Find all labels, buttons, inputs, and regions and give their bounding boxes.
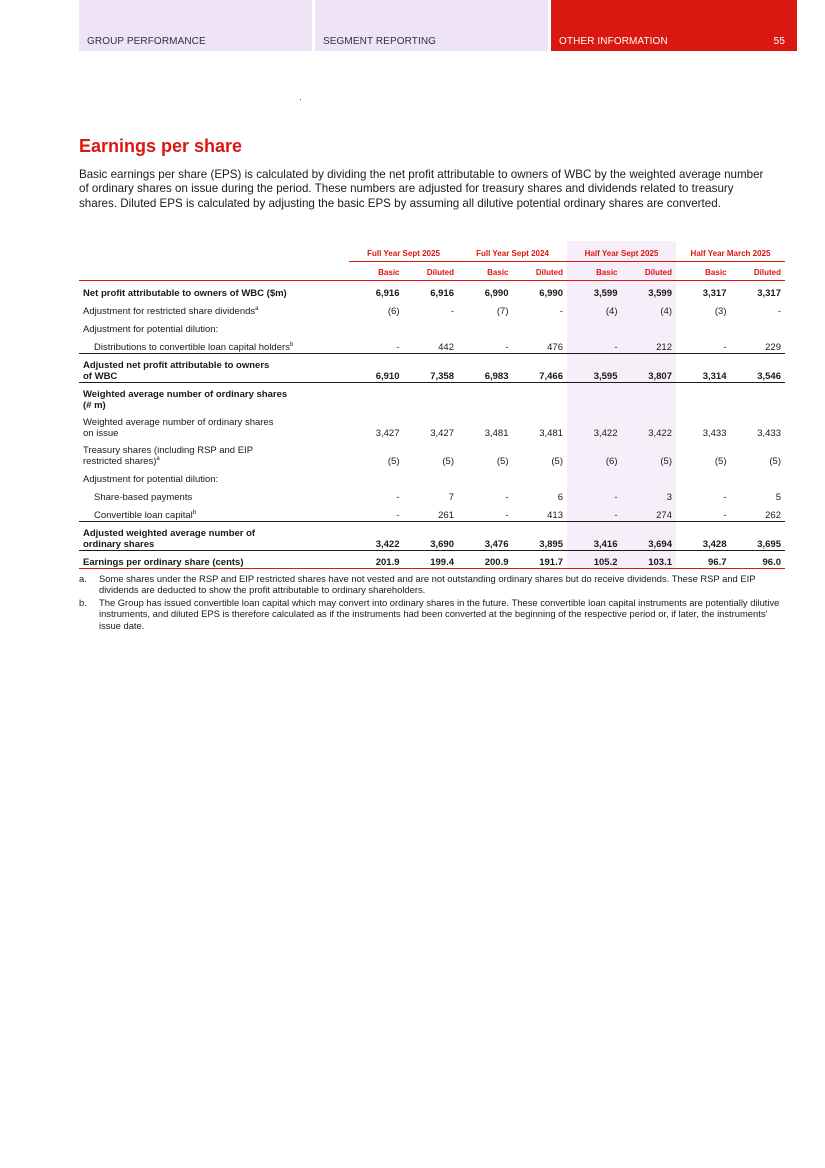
- cell: -: [723, 342, 727, 353]
- cell: -: [567, 503, 622, 522]
- cell: -: [450, 306, 454, 317]
- cell: 199.4: [404, 551, 459, 569]
- period-header: Half Year Sept 2025: [567, 241, 676, 262]
- cell: (5): [496, 456, 509, 467]
- cell: 7: [448, 492, 454, 503]
- cell: 103.1: [622, 551, 677, 569]
- cell: 200.9: [458, 551, 513, 569]
- cell: 3,427: [375, 428, 400, 439]
- footnote-ref: b: [289, 341, 294, 348]
- footnote-ref: a: [156, 455, 160, 462]
- cell: 3,422: [567, 411, 622, 439]
- cell: (5): [769, 456, 781, 467]
- table-row: [79, 317, 785, 335]
- cell: -: [505, 510, 509, 521]
- sub-header: Diluted: [731, 262, 786, 281]
- cell: 7,358: [404, 354, 459, 383]
- cell: -: [505, 492, 509, 503]
- cell: 3,427: [430, 428, 454, 439]
- footnote-a: [79, 573, 785, 596]
- page-number: 55: [773, 36, 785, 47]
- footnote-letter: a.: [79, 573, 87, 584]
- cell: 3,416: [567, 522, 622, 551]
- table-row: [79, 383, 785, 412]
- row-label: Share-based payments: [94, 492, 193, 503]
- table-row: [79, 522, 785, 551]
- section-title: Earnings per share: [79, 136, 243, 156]
- sub-header: Basic: [458, 262, 513, 281]
- cell: 3,481: [539, 428, 563, 439]
- table-row: [79, 551, 785, 569]
- period-header: Half Year March 2025: [690, 249, 771, 258]
- cell: (4): [567, 299, 622, 317]
- cell: 3,690: [404, 522, 459, 551]
- cell: 3,433: [702, 428, 727, 439]
- cell: 3,433: [757, 428, 781, 439]
- cell: 476: [547, 342, 563, 353]
- cell: 105.2: [567, 551, 622, 569]
- cell: (5): [622, 439, 677, 467]
- tab-label: GROUP PERFORMANCE: [87, 36, 206, 47]
- tab-group-performance[interactable]: [79, 0, 312, 51]
- row-label: Earnings per ordinary share (cents): [79, 551, 349, 569]
- cell: 5: [775, 492, 781, 503]
- cell: (5): [387, 456, 400, 467]
- cell: 3,428: [676, 522, 731, 551]
- cell: -: [777, 306, 781, 317]
- cell: 3,317: [757, 288, 781, 299]
- cell: 201.9: [349, 551, 404, 569]
- tab-label: OTHER INFORMATION: [559, 36, 668, 47]
- cell: 3,599: [622, 281, 677, 300]
- cell: 7,466: [513, 354, 568, 383]
- period-header: Full Year Sept 2024: [476, 249, 549, 258]
- row-label: Net profit attributable to owners of WBC ($m): [83, 288, 287, 299]
- footnote-text: Some shares under the RSP and EIP restricted shares have not vested and are not outstanding ordinary shares but do receive dividends. These RSP and EIP dividends are deducted to show the profit attributable to ordinary shareholders.: [99, 573, 756, 596]
- footnote-ref: b: [192, 509, 197, 516]
- cell: -: [567, 335, 622, 354]
- eps-table: [79, 241, 785, 569]
- table-row: [79, 335, 785, 354]
- tab-other-information[interactable]: [551, 0, 797, 51]
- period-header-row: [79, 241, 785, 262]
- tab-segment-reporting[interactable]: [315, 0, 548, 51]
- sub-header: Diluted: [404, 262, 459, 281]
- cell: (6): [567, 439, 622, 467]
- cell: (5): [551, 456, 563, 467]
- table-row: [79, 485, 785, 503]
- cell: -: [567, 485, 622, 503]
- cell: -: [396, 492, 400, 503]
- cell: 3,895: [513, 522, 568, 551]
- cell: 274: [622, 503, 677, 522]
- cell: (5): [442, 456, 454, 467]
- cell: 3,422: [622, 411, 677, 439]
- cell: 96.0: [731, 551, 786, 569]
- cell: 6: [557, 492, 563, 503]
- table-row: [79, 467, 785, 485]
- sub-header: Basic: [349, 262, 404, 281]
- tab-label: SEGMENT REPORTING: [323, 36, 437, 47]
- cell: 3,694: [622, 522, 677, 551]
- cell: 413: [547, 510, 563, 521]
- footnote-letter: b.: [79, 596, 87, 608]
- cell: -: [505, 342, 509, 353]
- row-label: Treasury shares (including RSP and EIP restricted shares)$^a$: [83, 445, 254, 467]
- cell: 6,990: [484, 288, 509, 299]
- cell: -: [559, 306, 563, 317]
- cell: 3,481: [484, 428, 509, 439]
- cell: 261: [438, 510, 454, 521]
- footnote-b: [79, 597, 785, 631]
- cell: 3,314: [676, 354, 731, 383]
- table-row: [79, 281, 785, 300]
- cell: 6,916: [430, 288, 454, 299]
- intro-paragraph: Basic earnings per share (EPS) is calculated by dividing the net profit attributable to owners of WBC by the weighted average number of ordinary shares on issue during the period. These numbers are adjusted for treasury shares and dividends related to treasury shares. Diluted EPS is calculated by adjusting the basic EPS by assuming all dilutive potential ordinary shares are converted.: [79, 168, 764, 210]
- cell: 3,599: [567, 281, 622, 300]
- cell: 3,595: [567, 354, 622, 383]
- table-row: [79, 503, 785, 522]
- row-label: Distributions to convertible loan capital holders$^b$: [94, 341, 294, 353]
- cell: 6,990: [539, 288, 563, 299]
- cell: -: [723, 510, 727, 521]
- footnote-ref: a: [255, 305, 259, 312]
- cell: (6): [387, 306, 400, 317]
- cell: 212: [622, 335, 677, 354]
- sub-header: Diluted: [622, 262, 677, 281]
- cell: (7): [496, 306, 509, 317]
- table-row: [79, 439, 785, 467]
- sub-header: Basic: [567, 262, 622, 281]
- cell: 191.7: [513, 551, 568, 569]
- cell: (5): [714, 456, 727, 467]
- stray-dot: [300, 99, 301, 100]
- table-row: [79, 411, 785, 439]
- cell: 3: [622, 485, 677, 503]
- top-navigation: [79, 0, 797, 51]
- cell: 6,983: [458, 354, 513, 383]
- cell: -: [396, 342, 400, 353]
- row-label: Weighted average number of ordinary shares (# m): [79, 383, 349, 412]
- sub-header: Basic: [676, 262, 731, 281]
- cell: (4): [622, 299, 677, 317]
- cell: 96.7: [676, 551, 731, 569]
- cell: 3,695: [731, 522, 786, 551]
- header-spacer: [79, 262, 349, 281]
- cell: 3,546: [731, 354, 786, 383]
- period-header: Full Year Sept 2025: [367, 249, 440, 258]
- sub-header: Diluted: [513, 262, 568, 281]
- footnote-text: The Group has issued convertible loan capital which may convert into ordinary shares in the future. These convertible loan capital instruments are potentially dilutive instruments, and diluted EPS is therefore calculated as if the instruments had been converted at the beginning of the respective period or, if later, the instruments' issue date.: [99, 596, 780, 631]
- cell: (3): [714, 306, 727, 317]
- cell: 442: [438, 342, 454, 353]
- cell: 262: [765, 510, 781, 521]
- cell: 6,916: [375, 288, 400, 299]
- footnotes: [79, 573, 785, 632]
- row-label: Adjusted net profit attributable to owners of WBC: [79, 354, 349, 383]
- cell: 3,476: [458, 522, 513, 551]
- row-label: Convertible loan capital$^b$: [94, 509, 197, 521]
- cell: 6,910: [349, 354, 404, 383]
- cell: -: [396, 510, 400, 521]
- cell: 3,317: [702, 288, 727, 299]
- row-label: Adjustment for potential dilution:: [83, 324, 219, 335]
- cell: -: [723, 492, 727, 503]
- cell: 3,807: [622, 354, 677, 383]
- cell: 229: [765, 342, 781, 353]
- row-label: Adjustment for restricted share dividends$^a$: [83, 305, 259, 317]
- table-row: [79, 354, 785, 383]
- row-label: Adjusted weighted average number of ordinary shares: [79, 522, 349, 551]
- cell: 3,422: [349, 522, 404, 551]
- row-label: Adjustment for potential dilution:: [83, 474, 219, 485]
- row-label: Weighted average number of ordinary shares on issue: [83, 417, 274, 439]
- header-spacer: [79, 241, 349, 262]
- sub-header-row: [79, 262, 785, 281]
- table-row: [79, 299, 785, 317]
- eps-table-container: [79, 241, 785, 569]
